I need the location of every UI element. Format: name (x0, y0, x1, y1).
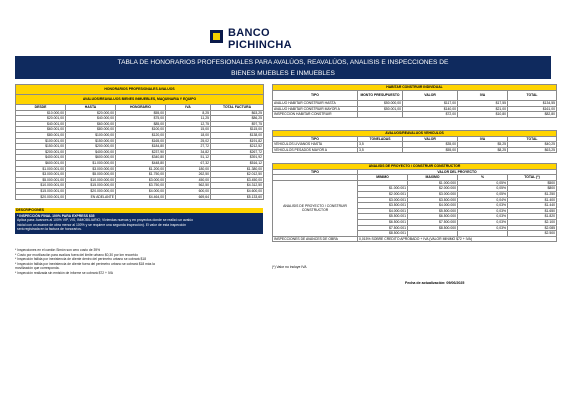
left-table-cell: $40.000,00 (66, 116, 116, 122)
col-total-factura: TOTAL FACTURA (211, 105, 264, 111)
left-table-cell: $97,75 (211, 121, 264, 127)
habitar-cell: AVALUO HABITAR CONSTRUIR HASTA (273, 101, 358, 107)
left-table-cell: 27,72 (166, 144, 211, 150)
desc-line: será registrada en la factura de honorarios. (17, 227, 82, 232)
left-table-cell: $150.001,00 (16, 144, 66, 150)
habitar-cell: $82,80 (508, 112, 557, 118)
left-table-cell: $4.312,50 (211, 183, 264, 189)
analisis-header: ANALISIS DE PROYECTO / CONSTRUIR CONSTRUCTOR (273, 164, 557, 170)
left-table-cell: $200.000,00 (66, 144, 116, 150)
habitar-cell: AVALUO HABITAR CONSTRUIR MAYOR A (273, 106, 358, 112)
left-table-cell: 67,32 (166, 160, 211, 166)
brand-line1: BANCO (228, 27, 270, 39)
left-table-cell: $191,82 (211, 138, 264, 144)
left-table-cell: $3.000.001,00 (16, 172, 66, 178)
analisis-cell: 0,03% (458, 225, 508, 231)
analisis-cell: $8.500.001 (358, 231, 408, 237)
left-table-cell: $3.000,00 (116, 177, 166, 183)
habitar-cell: $117,00 (403, 101, 458, 107)
left-table-cell: $3.450,00 (211, 177, 264, 183)
left-table-cell: $15.000.000,00 (66, 183, 116, 189)
left-table-cell: $100.001,00 (16, 138, 66, 144)
left-table-cell: $55,00 (116, 110, 166, 116)
analisis-proyecto-table (272, 163, 557, 242)
analisis-cell: $500 (508, 180, 557, 186)
left-table-cell: $20.001,00 (16, 116, 66, 122)
left-table-cell: $4.600,00 (211, 188, 264, 194)
left-table-cell: $5.000.000,00 (66, 172, 116, 178)
habitar-cell: $50.000,00 (358, 101, 403, 107)
habitar-cell: $10,80 (458, 112, 508, 118)
left-table-cell: $20.000.000,00 (66, 188, 116, 194)
analisis-cell: $1.000.000 (408, 180, 458, 186)
left-table-cell: 450,00 (166, 177, 211, 183)
left-table-cell: 669,64 (166, 194, 211, 200)
analisis-cell: $7.500.001 (358, 225, 408, 231)
left-table-cell: 15,00 (166, 127, 211, 133)
vehiculos-cell: 3,5 (358, 147, 403, 153)
left-table-cell: $516,12 (211, 160, 264, 166)
col-honorario: HONORARIO (116, 105, 166, 111)
habitar-construir-table (272, 84, 557, 118)
analisis-cell: $3.500.001 (358, 203, 408, 209)
analisis-cell: $7.500.000 (408, 219, 458, 225)
left-table-cell: EN ADELANTE (66, 194, 116, 200)
left-table-cell: $150.000,00 (66, 138, 116, 144)
left-table-cell: $10.000.000,00 (66, 177, 116, 183)
vehiculos-cell: $63,25 (508, 147, 557, 153)
analisis-cell: $3.500.000 (408, 197, 458, 203)
analisis-cell: $1.250 (508, 191, 557, 197)
vehiculos-table (272, 130, 557, 153)
habitar-cell: $50.001,00 (358, 106, 403, 112)
left-table-cell: $1.380,00 (211, 166, 264, 172)
analisis-tipo-label: ANALISIS DE PROYECTO / CONSTRUIR CONSTRUCTOR (273, 180, 358, 236)
vehiculos-cell: $8,25 (458, 147, 508, 153)
analisis-cell: $1.650 (508, 208, 557, 214)
descripciones-box (15, 213, 263, 234)
left-table-cell: $10.000.001,00 (16, 183, 66, 189)
left-table-cell: 600,00 (166, 188, 211, 194)
left-table-cell: $600.001,00 (16, 160, 66, 166)
habitar-cell: $21,00 (458, 106, 508, 112)
analisis-cell: $3.000.001 (358, 197, 408, 203)
left-table-cell: $400.000,00 (66, 149, 116, 155)
habitar-cell: $72,00 (403, 112, 458, 118)
habitar-cell: INSPECCION HABITAR CONSTRUIR (273, 112, 358, 118)
left-table-cell: 562,50 (166, 183, 211, 189)
inspecciones-value: 0,015% SOBRE CREDITO APROBADO + IVA (VALOR MINIMO $72 + IVA) (358, 236, 557, 242)
analisis-cell: $1.820 (508, 214, 557, 220)
left-table-cell: $100,00 (116, 127, 166, 133)
left-table-cell: $5.000.001,00 (16, 177, 66, 183)
analisis-cell: $2.000.001 (358, 191, 408, 197)
desc-line: Aplica para: Avances al 100% VIP, VIS, INMOBILIARIO; Viviendas nuevas y en proyectos donde se realizó un avalúo (17, 218, 194, 223)
analisis-cell: $1.440 (508, 203, 557, 209)
col-toneladas: TONELADAS (358, 136, 403, 142)
left-table-header1: HONORARIOS PROFESIONALES AVALUOS (16, 85, 264, 95)
analisis-cell: $6.500.000 (408, 214, 458, 220)
left-table-cell: $1.200,00 (116, 166, 166, 172)
left-table-cell: $1.000.001,00 (16, 166, 66, 172)
vehiculos-cell: $40,25 (508, 142, 557, 148)
col-porcentaje: % (458, 175, 508, 181)
vehiculos-cell: $5,25 (458, 142, 508, 148)
analisis-cell: $4.000.001 (358, 208, 408, 214)
left-table-cell: $212,52 (211, 144, 264, 150)
left-table-cell: $5.133,60 (211, 194, 264, 200)
left-table-cell: 262,50 (166, 172, 211, 178)
left-table-cell: $86,25 (211, 116, 264, 122)
vehiculos-cell: VEHICULOS LIVIANOS HASTA (273, 142, 358, 148)
analisis-cell: $6.500.001 (358, 219, 408, 225)
analisis-cell: $5.500.001 (358, 214, 408, 220)
note-item: * Inspecciones en el cantón Simón son cero costo de 39% (15, 248, 101, 252)
analisis-cell: $800 (508, 186, 557, 192)
right-note: (*) Valor no incluye IVA (272, 265, 307, 269)
left-table-cell: $184,80 (116, 144, 166, 150)
col-tipo: TIPO (273, 169, 358, 175)
bank-logo-icon (210, 30, 223, 43)
analisis-cell: 0,03% (458, 219, 508, 225)
left-table-cell: $1.000.000,00 (66, 160, 116, 166)
left-table-cell: $100.000,00 (66, 132, 116, 138)
left-table-cell: $20.000,00 (66, 110, 116, 116)
analisis-cell: 0,03% (458, 203, 508, 209)
left-table-cell: $63,25 (211, 110, 264, 116)
left-table-cell: $4.000,00 (116, 188, 166, 194)
col-total: TOTAL (*) (508, 175, 557, 181)
left-table-cell: $267,72 (211, 149, 264, 155)
col-desde: DESDE (16, 105, 66, 111)
col-tipo: TIPO (273, 91, 358, 101)
left-table-cell: $120,00 (116, 132, 166, 138)
left-table-cell: 12,75 (166, 121, 211, 127)
inspecciones-label: INSPECCIONES DE AVANCES DE OBRA (273, 236, 358, 242)
analisis-cell: 0,05% (458, 186, 508, 192)
vehiculos-header: AVALUOS/REAVALUOS VEHICULOS (273, 131, 557, 137)
desc-line: * INSPECCIÓN FINAL 100% PARA EXPRESS $35 (17, 214, 95, 218)
left-table-cell: $391,92 (211, 155, 264, 161)
fecha-actualizacion: Fecha de actualización: 09/06/2025 (405, 281, 465, 285)
left-table-cell: $600.000,00 (66, 155, 116, 161)
brand-line2: PICHINCHA (228, 39, 292, 51)
habitar-cell: $17,55 (458, 101, 508, 107)
left-table-row (16, 194, 264, 200)
col-hasta: HASTA (66, 105, 116, 111)
col-total: TOTAL (508, 136, 557, 142)
left-table-cell: $4.464,00 (116, 194, 166, 200)
note-item: * Inspección fallida por inexistencia de cliente dentro del perímetro urbano se cobrará $18 (15, 257, 147, 262)
left-table-cell: 51,12 (166, 155, 211, 161)
left-table-cell: 34,82 (166, 149, 211, 155)
left-table-cell: $400.001,00 (16, 155, 66, 161)
left-table-header2: AVALUOS/REAVALUOS BIENES INMUEBLES, MAQUINARIA Y EQUIPO (16, 95, 264, 105)
analisis-cell: $2.000.000 (408, 186, 458, 192)
left-table-cell: $75,00 (116, 116, 166, 122)
left-table-cell: 11,25 (166, 116, 211, 122)
col-monto: MONTO PRESUPUESTO (358, 91, 403, 101)
vehiculos-row (273, 147, 557, 153)
analisis-cell: $2.500 (508, 231, 557, 237)
left-table-cell: $165,00 (116, 138, 166, 144)
left-table-cell: $10.000,00 (16, 110, 66, 116)
col-minimo: MINIMO (358, 175, 408, 181)
left-table-cell: $20.000.001,00 (16, 194, 66, 200)
col-iva: IVA (458, 136, 508, 142)
analisis-cell: $1.000.001 (358, 186, 408, 192)
habitar-cell: $140,00 (403, 106, 458, 112)
avaluos-fee-table (15, 84, 264, 200)
col-iva: IVA (458, 91, 508, 101)
left-table-cell: 18,00 (166, 132, 211, 138)
bank-logo (210, 24, 340, 56)
left-table-cell: $3.000.000,00 (66, 166, 116, 172)
left-table-cell: $200.001,00 (16, 149, 66, 155)
analisis-cell: 0,05% (458, 191, 508, 197)
analisis-cell: 0,05% (458, 180, 508, 186)
col-valor-proyecto: VALOR DEL PROYECTO (358, 169, 557, 175)
habitar-row (273, 112, 557, 118)
habitar-cell: $134,55 (508, 101, 557, 107)
left-table-cell: $80.001,00 (16, 132, 66, 138)
descripciones-title: DESCRIPCIONES (15, 208, 263, 213)
habitar-cell: $161,00 (508, 106, 557, 112)
col-iva: IVA (166, 105, 211, 111)
note-item: * Inspección realizada sin emisión de informe se cobrará $72 + IVA (15, 270, 113, 275)
left-table-cell: $15.000.001,00 (16, 188, 66, 194)
analisis-cell: $4.000.000 (408, 203, 458, 209)
col-total: TOTAL (508, 91, 557, 101)
desc-line: inicial con un avance de obra menor al 100% y se requiere una segunda inspección). El valor de esta inspección (17, 222, 187, 227)
col-maximo: MAXIMO (408, 175, 458, 181)
page-title (15, 56, 551, 79)
notes-list (15, 248, 265, 276)
col-valor: VALOR (403, 136, 458, 142)
note-item: * Costo por movilización para avalúos fuera del límite urbano $0,30 por km recorrido (15, 252, 138, 257)
analisis-cell: $8.500.000 (408, 225, 458, 231)
vehiculos-cell: 3,5 (358, 142, 403, 148)
left-table-cell: $2.012,50 (211, 172, 264, 178)
vehiculos-cell: $55,00 (403, 147, 458, 153)
analisis-cell: 0,03% (458, 208, 508, 214)
col-valor: VALOR (403, 91, 458, 101)
analisis-cell: $5.500.000 (408, 208, 458, 214)
left-table-cell: 8,25 (166, 110, 211, 116)
left-table-cell: 25,02 (166, 138, 211, 144)
left-table-cell: $448,80 (116, 160, 166, 166)
note-item: movilización que corresponda. (15, 266, 60, 271)
left-table-cell: $115,00 (211, 127, 264, 133)
analisis-cell: $2.100 (508, 219, 557, 225)
left-table-cell: $138,00 (211, 132, 264, 138)
analisis-cell: 0,04% (458, 197, 508, 203)
left-table-cell: $3.750,00 (116, 183, 166, 189)
left-table-cell: $237,90 (116, 149, 166, 155)
left-table-cell: $60.000,00 (66, 121, 116, 127)
vehiculos-cell: $35,00 (403, 142, 458, 148)
analisis-cell: $3.000.000 (408, 191, 458, 197)
left-table-cell: $85,00 (116, 121, 166, 127)
habitar-cell (358, 112, 403, 118)
left-table-cell: $60.001,00 (16, 127, 66, 133)
habitar-header: HABITAR CONSTRUIR INDIVIDUAL (273, 85, 557, 91)
left-table-cell: 180,00 (166, 166, 211, 172)
left-table-cell: $40.001,00 (16, 121, 66, 127)
note-item: * Inspección fallida por inexistencia de cliente fuera del perímetro urbano se cobrará $18 más la (15, 261, 155, 266)
analisis-cell: 0,03% (458, 214, 508, 220)
left-table-cell: $340,80 (116, 155, 166, 161)
left-table-cell: $1.750,00 (116, 172, 166, 178)
col-tipo: TIPO (273, 136, 358, 142)
page-title-line1: TABLA DE HONORARIOS PROFESIONALES PARA AVALÚOS, REAVALÚOS, ANALISIS E INSPECCIONES DE (117, 59, 449, 66)
left-table-cell: $80.000,00 (66, 127, 116, 133)
page-title-line2: BIENES MUEBLES E INMUEBLES (231, 70, 335, 77)
vehiculos-cell: VEHICULOS PESADOS MAYOR A (273, 147, 358, 153)
analisis-cell: $1.400 (508, 197, 557, 203)
analisis-cell: $2.085 (508, 225, 557, 231)
